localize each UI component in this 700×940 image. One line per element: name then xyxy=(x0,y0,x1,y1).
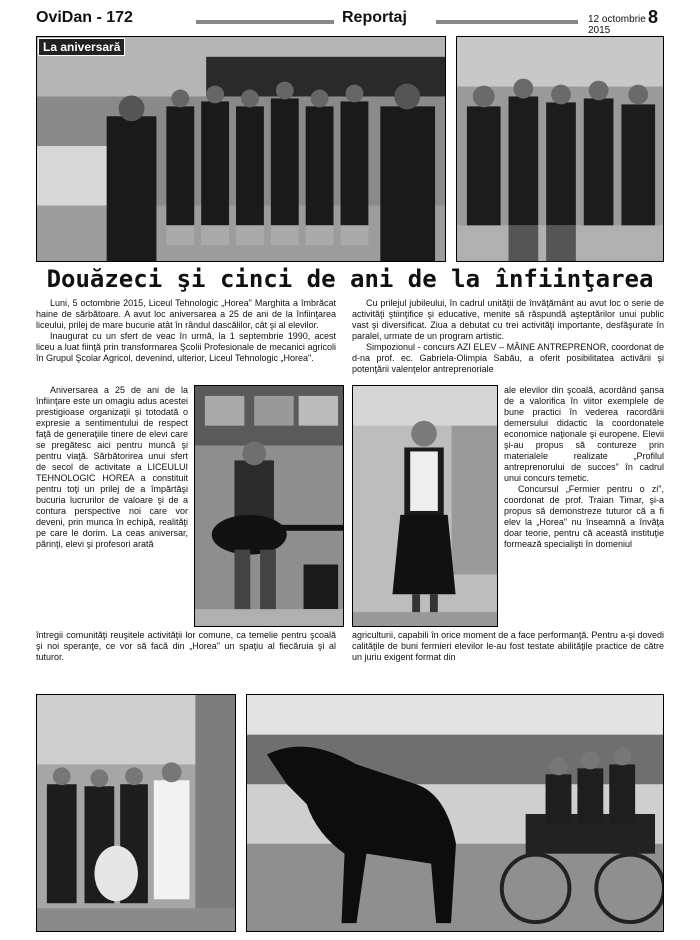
column-1-intro xyxy=(36,298,336,364)
column-2-wrap xyxy=(504,385,664,550)
paragraph: Luni, 5 octombrie 2015, Liceul Tehnologic „Horea" Marghita a îmbrăcat haine de sărbătoare. A avut loc aniversarea a 25 de ani de la înfiinţarea liceului, prilej de mare bucurie atât în rândul dascălilor, cât şi al elevilor. xyxy=(36,298,336,330)
column-1-end xyxy=(36,630,336,663)
section-title: Reportaj xyxy=(342,9,407,26)
column-2-intro xyxy=(352,298,664,375)
header-rule-left xyxy=(196,20,334,24)
photo-guitar-performance xyxy=(194,385,344,627)
paragraph: Aniversarea a 25 de ani de la înfiinţare este un omagiu adus acestei prestigioase organizaţii şi totodată o expresie a sentimentului de respect faţă de generaţiile tinere de elevi care se pregătesc aici pentru muncă şi pentru viaţă. Sărbătorirea unui sfert de secol de activitate a LICEULUI TEHNOLOGIC HOREA a constituit pentru toţi un prilej de a împărtăşi bucuria lucrurilor de valoare şi de a contura perspective noi care vor deveni, prin munca în echipă, realităţi pe care le dorim. La ceas aniversar, părinţi, elevi şi profesori arată xyxy=(36,385,188,549)
issue-number: OviDan - 172 xyxy=(36,9,133,26)
article-headline: Douăzeci şi cinci de ani de la înfiinţarea xyxy=(46,265,654,293)
photo-folk-singer xyxy=(352,385,498,627)
column-1-wrap xyxy=(36,385,188,550)
photo-students-speaking xyxy=(456,36,664,262)
column-2-end xyxy=(352,630,664,663)
header-rule-right xyxy=(436,20,578,24)
paragraph: Concursul „Fermier pentru o zi", coordonat de prof. Traian Timar, şi-a propus să demonstreze tuturor că a fi elev la „Horea" nu înseamnă a învăţa doar teorie, pentru că această instituţie formează specialişti în domeniul xyxy=(504,484,664,549)
paragraph: Simpozionul - concurs AZI ELEV – MÂINE ANTREPRENOR, coordonat de d-na prof. ec. Gabriela-Olimpia Sabău, a oferit posibilitatea activării şi potenţării valenţelor antreprenoriale xyxy=(352,342,664,374)
paragraph: Inaugurat cu un sfert de veac în urmă, la 1 septembrie 1990, acest liceu a luat fiinţă prin transformarea Şcolii Profesionale de mecanici agricoli în Grupul Şcolar Agricol, devenind, ulterior, Liceul Tehnologic „Horea". xyxy=(36,331,336,363)
paragraph: Cu prilejul jubileului, în cadrul unităţii de învăţământ au avut loc o serie de activităţi ştiinţifice şi educative, menite să răspundă aşteptărilor unui public vast şi diversificat. Ziua a debutat cu trei activităţi importante, desfăşurate în paralel, urmate de un program artistic. xyxy=(352,298,664,341)
paragraph: ale elevilor din şcoală, acordând şansa de a valorifica în viitor exemplele de bune practici în vederea racordării demersului didactic la coordonatele economice naţionale şi europene. Elevii şi-au propus să contureze prin materialele realizate „Profilul antreprenorului de succes" în cadrul unui concurs temetic. xyxy=(504,385,664,483)
page-header xyxy=(36,7,664,36)
page-number: 8 xyxy=(648,7,659,27)
issue-date: 12 octombrie 2015 xyxy=(588,14,646,36)
photo-horse-carriage xyxy=(246,694,664,932)
photo-jury-equipment xyxy=(36,694,236,932)
photo-anniversary-group xyxy=(36,36,446,262)
photo-label: La aniversară xyxy=(38,38,125,56)
paragraph: întregii comunităţi reuşitele activităţii lor comune, ca temelie pentru şcoală şi noi speranţe, ce vor să facă din „Horea" un spaţiu al fiecăruia şi al tuturor. xyxy=(36,630,336,662)
paragraph: agriculturii, capabili în orice moment de a face performanţă. Pentru a-şi dovedi calităţile de buni fermieri elevilor le-au fost testate abilităţile practice de către un juriu exigent format din xyxy=(352,630,664,662)
